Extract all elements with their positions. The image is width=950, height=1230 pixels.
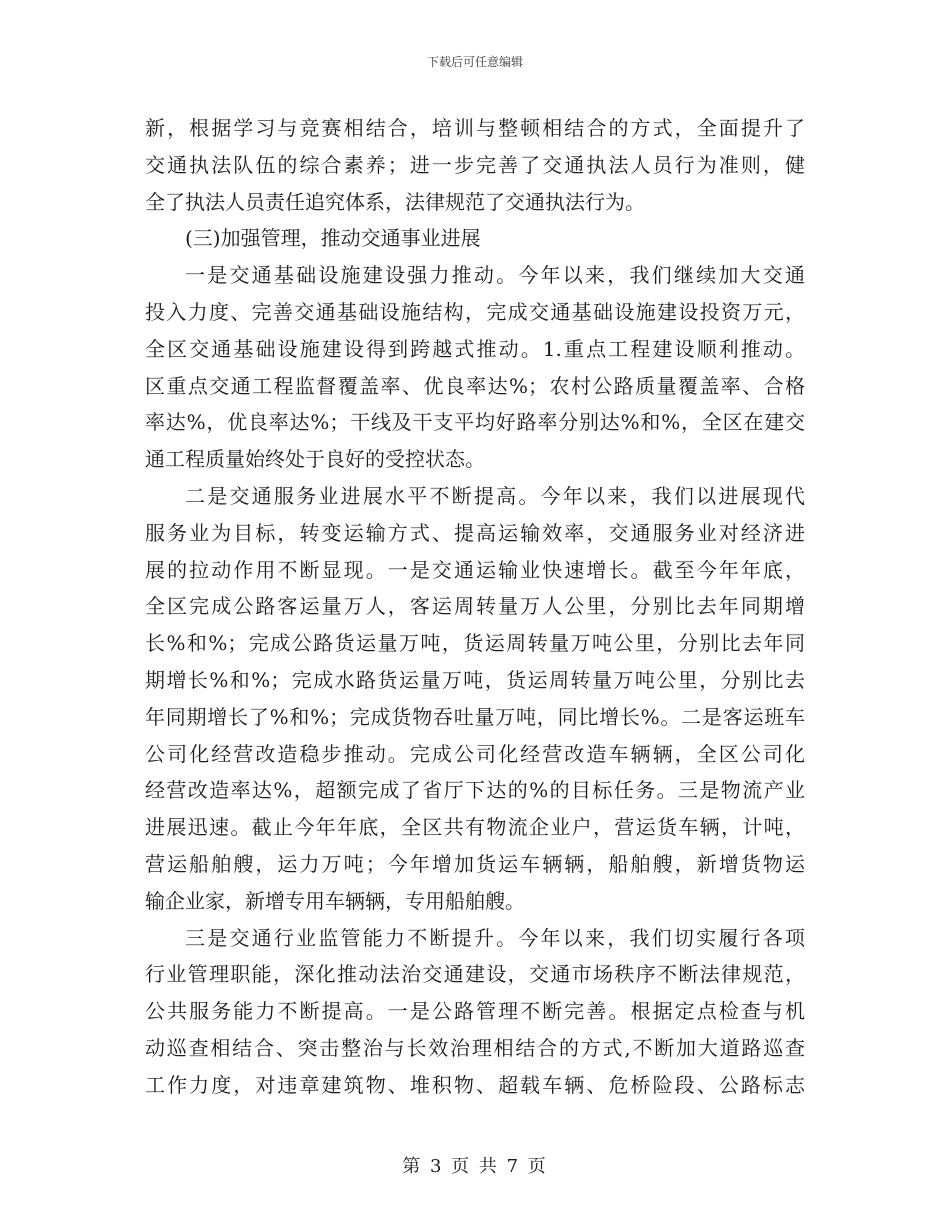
paragraph-4-line-4: 全区完成公路客运量万人，客运周转量万人公里，分别比去年同期增 [145, 594, 805, 619]
page-indicator: 第 3 页 共 7 页 [402, 1156, 548, 1177]
paragraph-5-line-4: 动巡查相结合、突击整治与长效治理相结合的方式,不断加大道路巡查 [145, 1035, 805, 1060]
paragraph-4-line-2: 服务业为目标，转变运输方式、提高运输效率，交通服务业对经济进 [145, 520, 805, 545]
paragraph-3-line-2: 投入力度、完善交通基础设施结构，完成交通基础设施建设投资万元， [145, 299, 805, 324]
paragraph-5-line-1: 三是交通行业监管能力不断提升。今年以来，我们切实履行各项 [185, 925, 805, 950]
paragraph-4-line-11: 营运船舶艘，运力万吨；今年增加货运车辆辆，船舶艘，新增货物运 [145, 851, 805, 876]
paragraph-3-line-3: 全区交通基础设施建设得到跨越式推动。1.重点工程建设顺利推动。 [145, 336, 805, 361]
paragraph-3-line-6: 通工程质量始终处于良好的受控状态。 [145, 447, 485, 472]
page-header-note: 下载后可任意编辑 [426, 55, 523, 69]
paragraph-4-line-7: 年同期增长了%和%；完成货物吞吐量万吨，同比增长%。二是客运班车 [145, 704, 805, 729]
paragraph-5-line-3: 公共服务能力不断提高。一是公路管理不断完善。根据定点检查与机 [145, 999, 805, 1024]
paragraph-5-line-2: 行业管理职能，深化推动法治交通建设，交通市场秩序不断法律规范， [145, 962, 805, 987]
paragraph-5-line-5: 工作力度，对违章建筑物、堆积物、超载车辆、危桥险段、公路标志 [145, 1072, 805, 1097]
paragraph-3-line-5: 率达%，优良率达%；干线及干支平均好路率分别达%和%，全区在建交 [145, 410, 805, 435]
section-heading: (三)加强管理，推动交通事业进展 [185, 226, 481, 251]
paragraph-3-line-4: 区重点交通工程监督覆盖率、优良率达%；农村公路质量覆盖率、合格 [145, 373, 805, 398]
paragraph-4-line-1: 二是交通服务业进展水平不断提高。今年以来，我们以进展现代 [185, 483, 805, 508]
paragraph-4-line-8: 公司化经营改造稳步推动。完成公司化经营改造车辆辆，全区公司化 [145, 741, 805, 766]
paragraph-4-line-3: 展的拉动作用不断显现。一是交通运输业快速增长。截至今年年底， [145, 557, 805, 582]
paragraph-4-line-5: 长%和%；完成公路货运量万吨，货运周转量万吨公里，分别比去年同 [145, 631, 805, 656]
paragraph-1-line-1: 新，根据学习与竞赛相结合，培训与整顿相结合的方式，全面提升了 [145, 116, 805, 140]
body-text [145, 110, 805, 1104]
paragraph-1-line-2: 交通执法队伍的综合素养；进一步完善了交通执法人员行为准则，健 [145, 152, 805, 177]
paragraph-4-line-10: 进展迅速。截止今年年底，全区共有物流企业户，营运货车辆，计吨， [145, 815, 805, 840]
paragraph-3-line-1: 一是交通基础设施建设强力推动。今年以来，我们继续加大交通 [185, 263, 805, 288]
paragraph-4-line-12: 输企业家，新增专用车辆辆，专用船舶艘。 [145, 888, 525, 913]
paragraph-4-line-9: 经营改造率达%，超额完成了省厅下达的%的目标任务。三是物流产业 [145, 778, 805, 803]
paragraph-4-line-6: 期增长%和%；完成水路货运量万吨，货运周转量万吨公里，分别比去 [145, 667, 805, 692]
paragraph-1-line-3: 全了执法人员责任追究体系，法律规范了交通执法行为。 [145, 189, 645, 214]
